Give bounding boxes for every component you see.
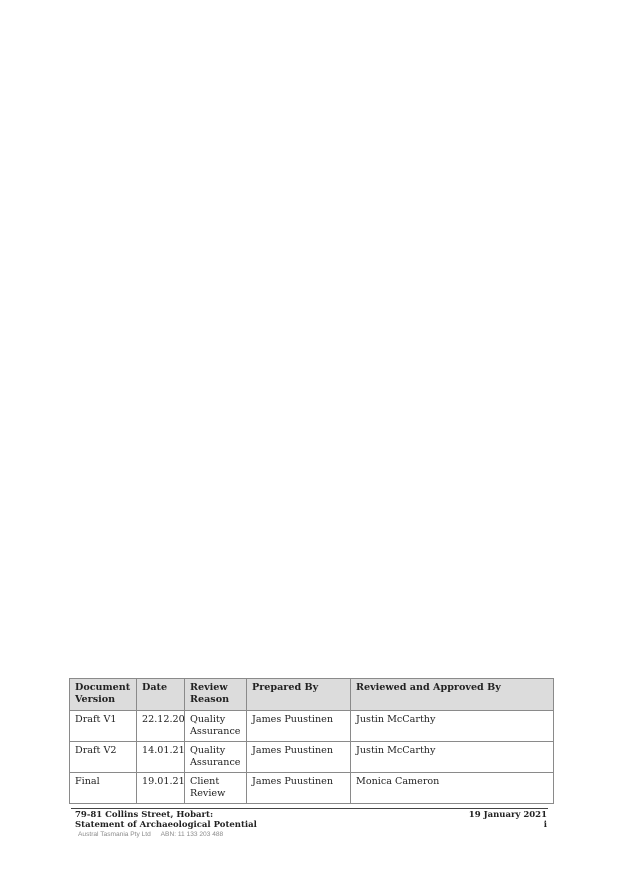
footer-title-line1: 79-81 Collins Street, Hobart: bbox=[75, 810, 214, 820]
footer-meta bbox=[469, 810, 547, 830]
footer-document-title bbox=[75, 810, 257, 830]
table-row bbox=[70, 773, 554, 804]
header-document-version: Document Version bbox=[70, 679, 137, 711]
cell-version: Draft V2 bbox=[70, 742, 137, 773]
table-row bbox=[70, 742, 554, 773]
cell-approved-by: Justin McCarthy bbox=[351, 711, 554, 742]
header-date: Date bbox=[137, 679, 185, 711]
company-name: Austral Tasmania Pty Ltd bbox=[78, 831, 151, 838]
cell-version: Draft V1 bbox=[70, 711, 137, 742]
cell-date: 22.12.20 bbox=[137, 711, 185, 742]
cell-approved-by: Monica Cameron bbox=[351, 773, 554, 804]
cell-review-reason: Quality Assurance bbox=[185, 711, 247, 742]
cell-date: 19.01.21 bbox=[137, 773, 185, 804]
header-review-reason: Review Reason bbox=[185, 679, 247, 711]
cell-prepared-by: James Puustinen bbox=[247, 773, 351, 804]
cell-version: Final bbox=[70, 773, 137, 804]
cell-review-reason: Quality Assurance bbox=[185, 742, 247, 773]
company-abn: ABN: 11 133 203 488 bbox=[160, 831, 224, 838]
cell-prepared-by: James Puustinen bbox=[247, 742, 351, 773]
cell-approved-by: Justin McCarthy bbox=[351, 742, 554, 773]
company-line bbox=[78, 831, 223, 838]
cell-prepared-by: James Puustinen bbox=[247, 711, 351, 742]
footer-title-line2: Statement of Archaeological Potential bbox=[75, 820, 257, 830]
footer-divider bbox=[71, 808, 548, 809]
table-row bbox=[70, 711, 554, 742]
page-number: i bbox=[543, 820, 547, 830]
document-version-table bbox=[69, 678, 554, 804]
cell-review-reason: Client Review bbox=[185, 773, 247, 804]
table-header-row bbox=[70, 679, 554, 711]
header-reviewed-approved-by: Reviewed and Approved By bbox=[351, 679, 554, 711]
cell-date: 14.01.21 bbox=[137, 742, 185, 773]
footer-date: 19 January 2021 bbox=[468, 810, 547, 820]
header-prepared-by: Prepared By bbox=[247, 679, 351, 711]
